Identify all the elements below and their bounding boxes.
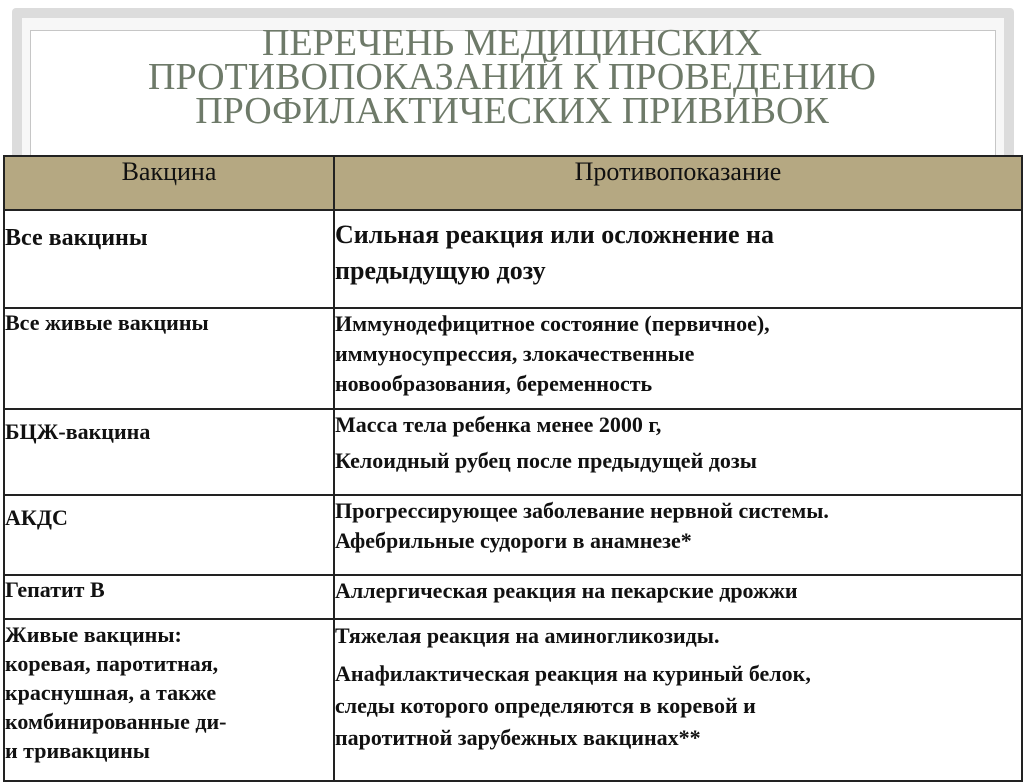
contraindication-cell xyxy=(334,575,1022,619)
vaccine-text: коревая, паротитная, xyxy=(5,651,219,676)
table-row xyxy=(4,409,1022,495)
contraindication-text: паротитной зарубежных вакцинах** xyxy=(335,725,701,750)
contraindication-text: новообразования, беременность xyxy=(335,371,653,396)
contraindication-text: Сильная реакция или осложнение на xyxy=(335,220,775,249)
vaccine-cell xyxy=(4,409,334,495)
table-row xyxy=(4,210,1022,308)
contraindication-cell xyxy=(334,308,1022,409)
contraindications-table xyxy=(3,155,1023,782)
vaccine-text: БЦЖ-вакцина xyxy=(5,419,151,444)
contraindication-text: иммуносупрессия, злокачественные xyxy=(335,341,695,366)
header-contraindication: Противопоказание xyxy=(334,156,1022,210)
vaccine-text: Гепатит В xyxy=(5,577,105,602)
table-row xyxy=(4,619,1022,781)
vaccine-text: комбинированные ди- xyxy=(5,709,227,734)
contraindication-text: следы которого определяются в коревой и xyxy=(335,693,756,718)
title-line-2: ПРОТИВОПОКАЗАНИЙ К ПРОВЕДЕНИЮ xyxy=(148,56,876,98)
contraindication-text: Масса тела ребенка менее 2000 г, xyxy=(335,412,662,437)
vaccine-text: Все живые вакцины xyxy=(5,310,209,335)
header-vaccine: Вакцина xyxy=(4,156,334,210)
vaccine-text: Живые вакцины: xyxy=(5,622,182,647)
contraindication-cell xyxy=(334,495,1022,575)
contraindication-text: Аллергическая реакция на пекарские дрожжи xyxy=(335,578,798,603)
table-header-row xyxy=(4,156,1022,210)
vaccine-cell xyxy=(4,495,334,575)
vaccine-cell xyxy=(4,210,334,308)
contraindication-cell xyxy=(334,409,1022,495)
contraindication-text: Иммунодефицитное состояние (первичное), xyxy=(335,311,770,336)
vaccine-text: АКДС xyxy=(5,505,68,530)
contraindication-text: Афебрильные судороги в анамнезе* xyxy=(335,528,692,553)
vaccine-cell xyxy=(4,619,334,781)
contraindication-text: предыдущую дозу xyxy=(335,256,546,285)
table-row xyxy=(4,575,1022,619)
contraindication-text: Келоидный рубец после предыдущей дозы xyxy=(335,448,757,473)
contraindication-cell xyxy=(334,210,1022,308)
contraindication-text: Анафилактическая реакция на куриный белок, xyxy=(335,661,811,686)
contraindication-text: Прогрессирующее заболевание нервной системы. xyxy=(335,498,829,523)
table-row xyxy=(4,495,1022,575)
table-row xyxy=(4,308,1022,409)
title-line-3: ПРОФИЛАКТИЧЕСКИХ ПРИВИВОК xyxy=(195,90,829,132)
contraindication-cell xyxy=(334,619,1022,781)
contraindication-text: Тяжелая реакция на аминогликозиды. xyxy=(335,623,720,648)
vaccine-cell xyxy=(4,575,334,619)
vaccine-text: краснушная, а также xyxy=(5,680,217,705)
title-line-1: ПЕРЕЧЕНЬ МЕДИЦИНСКИХ xyxy=(262,22,762,64)
vaccine-cell xyxy=(4,308,334,409)
vaccine-text: и тривакцины xyxy=(5,738,150,763)
slide-title xyxy=(40,22,984,132)
vaccine-text: Все вакцины xyxy=(5,225,148,251)
